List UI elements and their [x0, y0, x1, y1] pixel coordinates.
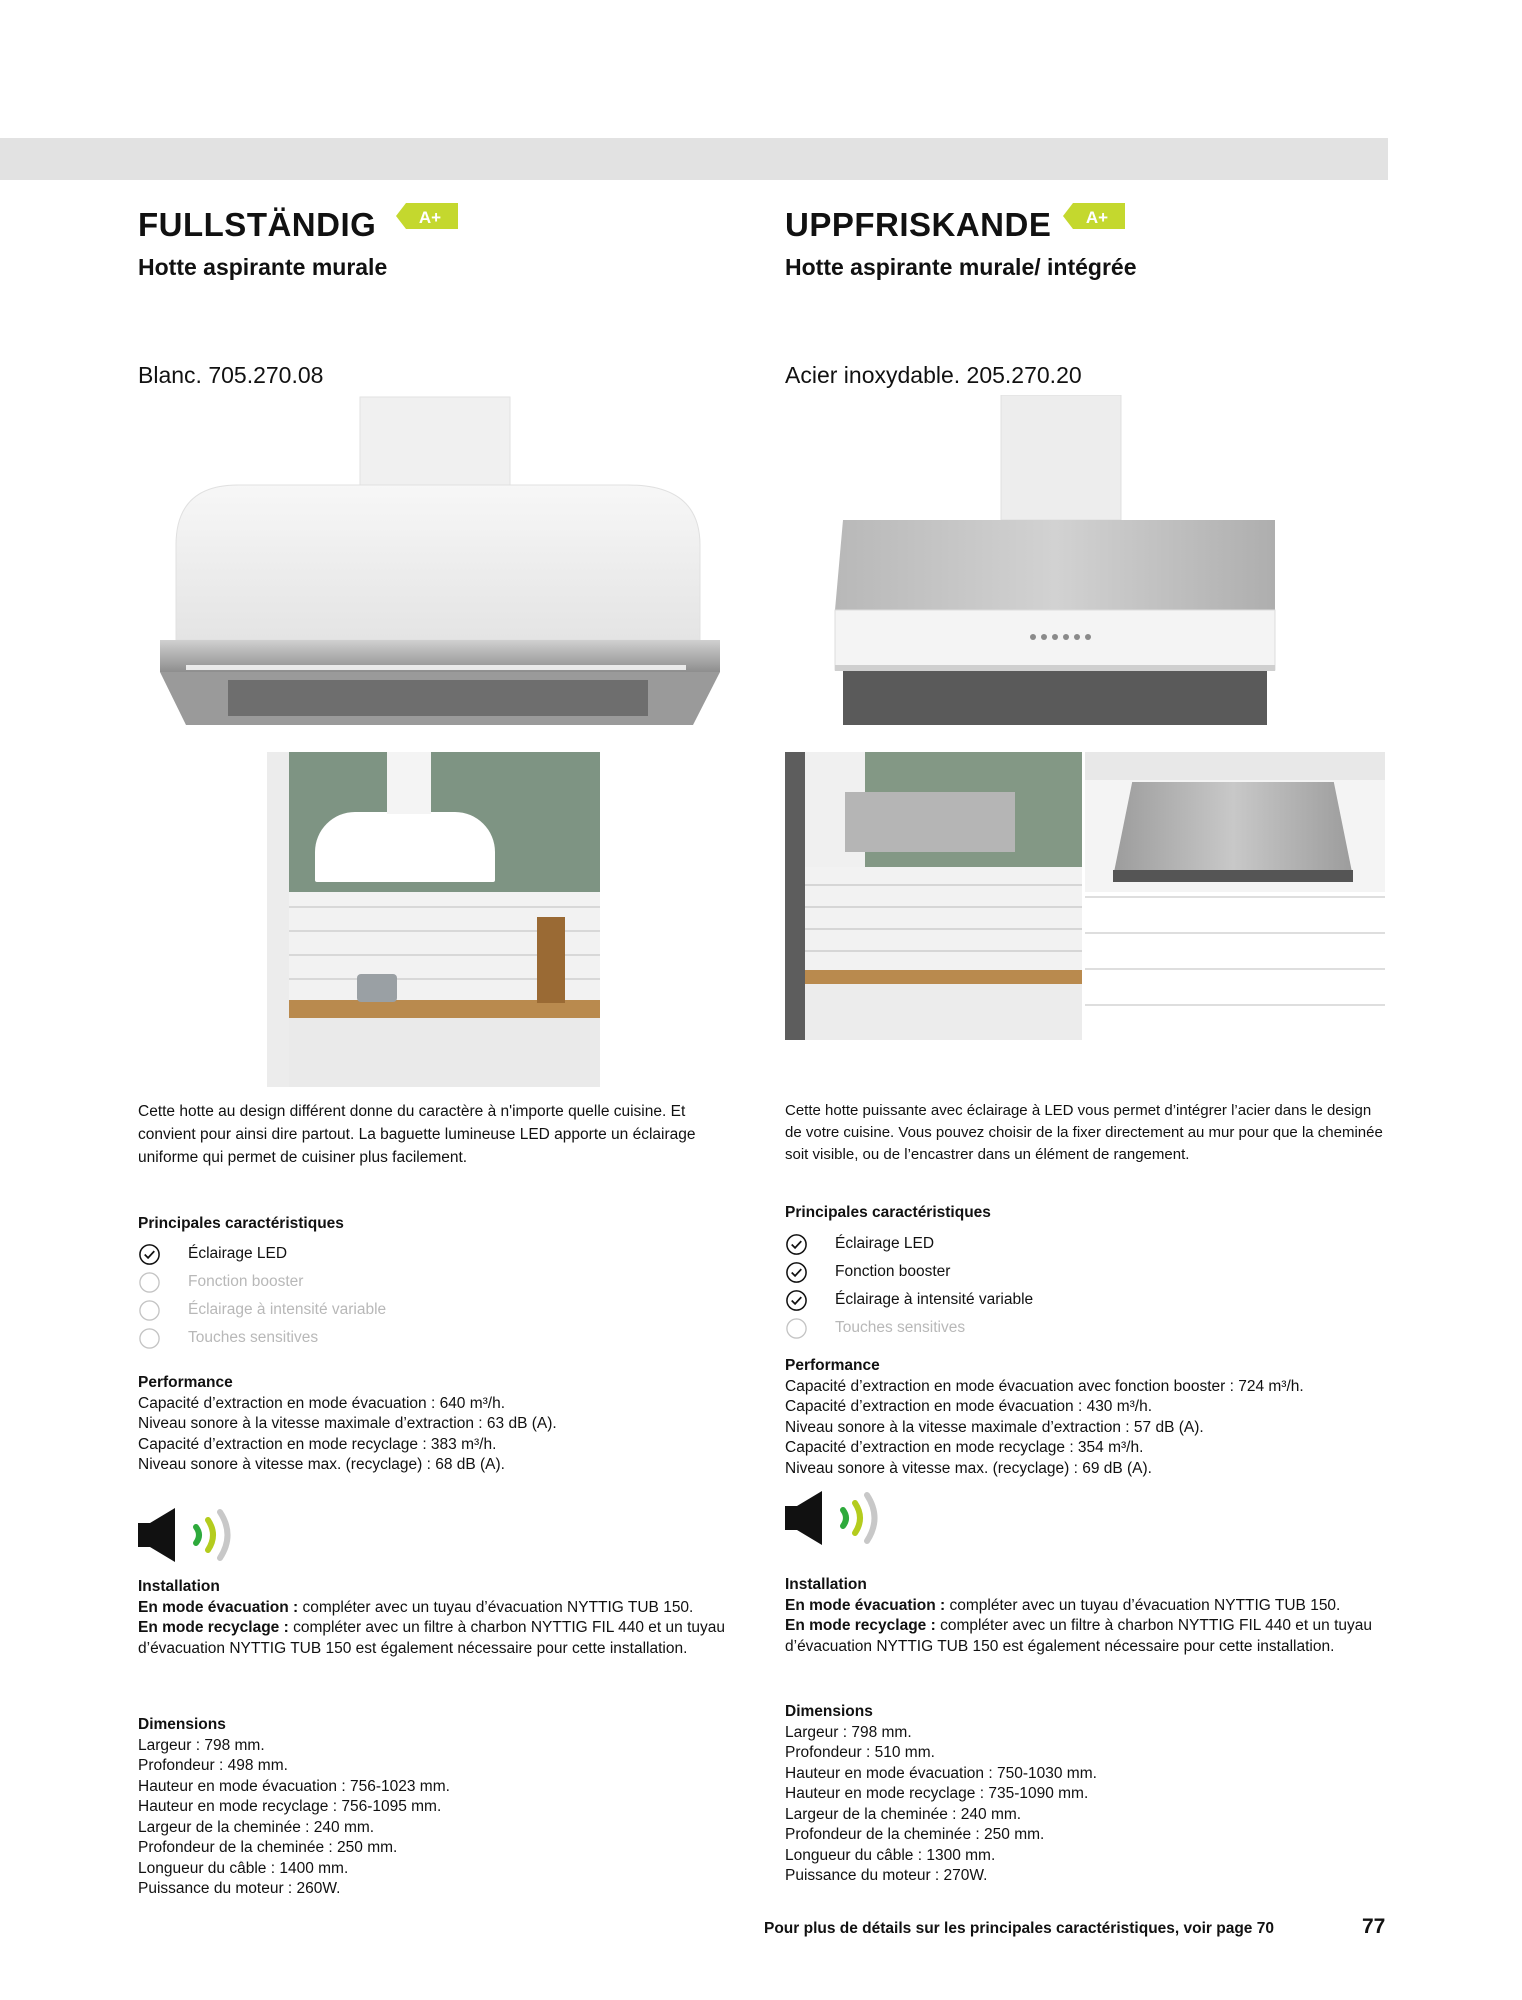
- installation-section: [785, 1575, 1425, 1657]
- performance-line: Niveau sonore à vitesse max. (recyclage) : 69 dB (A).: [785, 1459, 1152, 1477]
- performance-line: Capacité d’extraction en mode recyclage : 383 m³/h.: [138, 1435, 497, 1453]
- product-subtitle: Hotte aspirante murale/ intégrée: [785, 254, 1137, 280]
- empty-circle-icon: [785, 1317, 808, 1340]
- performance-line: Capacité d’extraction en mode recyclage : 354 m³/h.: [785, 1439, 1144, 1456]
- sound-wave-3: [867, 1495, 875, 1541]
- dimension-line: Hauteur en mode évacuation : 756-1023 mm.: [138, 1777, 450, 1795]
- installation-heading: Installation: [138, 1578, 220, 1595]
- installation-evac-label: En mode évacuation :: [785, 1596, 946, 1614]
- product-fullstandig: [138, 0, 758, 1960]
- energy-label-text: A+: [1085, 208, 1109, 227]
- speaker-icon: [785, 1488, 915, 1548]
- dimension-line: Longueur du câble : 1400 mm.: [138, 1859, 349, 1877]
- dimension-line: Profondeur de la cheminée : 250 mm.: [785, 1826, 1045, 1843]
- empty-circle-icon: [138, 1271, 161, 1294]
- product-name: UPPFRISKANDE: [785, 206, 1052, 243]
- product-subtitle: Hotte aspirante murale: [138, 254, 388, 280]
- dimension-line: Hauteur en mode recyclage : 735-1090 mm.: [785, 1785, 1089, 1802]
- performance-section: [138, 1373, 778, 1476]
- performance-line: Capacité d’extraction en mode évacuation : 430 m³/h.: [785, 1398, 1153, 1415]
- check-circle-icon: [785, 1261, 808, 1284]
- feature-item: [785, 1258, 1033, 1286]
- check-circle-icon: [138, 1243, 161, 1266]
- dimension-line: Hauteur en mode évacuation : 750-1030 mm.: [785, 1764, 1097, 1782]
- feature-label: Éclairage LED: [835, 1235, 935, 1252]
- dimension-line: Longueur du câble : 1300 mm.: [785, 1846, 996, 1864]
- sound-wave-2: [855, 1503, 860, 1533]
- feature-label: Éclairage à intensité variable: [835, 1291, 1034, 1308]
- performance-heading: Performance: [785, 1357, 880, 1374]
- empty-circle-icon: [138, 1327, 161, 1350]
- features-list: [138, 1240, 386, 1352]
- feature-item: [785, 1314, 1033, 1342]
- performance-line: Niveau sonore à la vitesse maximale d’extraction : 63 dB (A).: [138, 1415, 557, 1432]
- installation-recy-label: En mode recyclage :: [785, 1617, 936, 1634]
- energy-label-text: A+: [418, 208, 442, 227]
- features-heading: Principales caractéristiques: [138, 1215, 344, 1232]
- dimension-line: Largeur : 798 mm.: [785, 1723, 912, 1741]
- installation-evac-text: compléter avec un tuyau d’évacuation NYTTIG TUB 150.: [945, 1596, 1341, 1614]
- footer-note: Pour plus de détails sur les principales caractéristiques, voir page 70: [764, 1920, 1274, 1937]
- installation-recy-text: compléter avec un filtre à charbon NYTTIG FIL 440 et un tuyau: [935, 1617, 1372, 1634]
- feature-item: [138, 1296, 386, 1324]
- dimension-line: Puissance du moteur : 260W.: [138, 1880, 341, 1897]
- sound-wave-1: [196, 1527, 199, 1543]
- product-description: Cette hotte au design différent donne du caractère à n'importe quelle cuisine. Et convient pour ainsi dire partout. La baguette lumineuse LED apporte un éclairage uniforme qui permet de cuisiner plus facilement.: [138, 1103, 696, 1166]
- hood-product-image: [833, 395, 1283, 730]
- dimension-line: Profondeur : 510 mm.: [785, 1744, 935, 1761]
- feature-item: [785, 1286, 1033, 1314]
- kitchen-photo-1: [267, 752, 600, 1087]
- product-article-number: Blanc. 705.270.08: [138, 362, 324, 388]
- feature-label: Éclairage à intensité variable: [188, 1301, 387, 1318]
- empty-circle-icon: [138, 1299, 161, 1322]
- feature-label: Touches sensitives: [188, 1329, 319, 1346]
- dimensions-heading: Dimensions: [785, 1703, 873, 1720]
- feature-label: Éclairage LED: [188, 1245, 288, 1262]
- check-circle-icon: [785, 1289, 808, 1312]
- dimension-line: Largeur de la cheminée : 240 mm.: [138, 1818, 375, 1836]
- product-description: Cette hotte puissante avec éclairage à LED vous permet d’intégrer l’acier dans le design de votre cuisine. Vous pouvez choisir de la fixer directement au mur pour que la cheminée soit visible, ou de l’encastrer dans un élément de rangement.: [785, 1102, 1383, 1163]
- feature-label: Fonction booster: [188, 1273, 304, 1290]
- sound-wave-2: [208, 1520, 213, 1550]
- dimension-line: Profondeur de la cheminée : 250 mm.: [138, 1839, 398, 1856]
- installation-section: [138, 1577, 778, 1659]
- speaker-icon: [138, 1505, 268, 1565]
- features-list: [785, 1230, 1033, 1342]
- dimension-line: Largeur : 798 mm.: [138, 1736, 265, 1754]
- dimensions-section: [138, 1715, 778, 1900]
- page-number: 77: [1362, 1915, 1386, 1938]
- performance-line: Niveau sonore à vitesse max. (recyclage) : 68 dB (A).: [138, 1456, 505, 1473]
- feature-item: [785, 1230, 1033, 1258]
- installation-recy-text: compléter avec un filtre à charbon NYTTIG FIL 440 et un tuyau: [288, 1619, 725, 1636]
- performance-heading: Performance: [138, 1374, 233, 1391]
- installation-evac-label: En mode évacuation :: [138, 1598, 299, 1616]
- installation-recy-label: En mode recyclage :: [138, 1619, 289, 1636]
- product-article-number: Acier inoxydable. 205.270.20: [785, 362, 1082, 388]
- dimension-line: Profondeur : 498 mm.: [138, 1757, 288, 1774]
- kitchen-photo-2: [785, 752, 1082, 1040]
- performance-line: Niveau sonore à la vitesse maximale d’extraction : 57 dB (A).: [785, 1418, 1204, 1436]
- installation-heading: Installation: [785, 1576, 867, 1593]
- product-name: FULLSTÄNDIG: [138, 206, 377, 243]
- kitchen-photo-3: [1085, 752, 1385, 1040]
- installation-evac-text: compléter avec un tuyau d’évacuation NYTTIG TUB 150.: [298, 1598, 694, 1616]
- dimensions-heading: Dimensions: [138, 1716, 226, 1733]
- dimension-line: Hauteur en mode recyclage : 756-1095 mm.: [138, 1798, 442, 1815]
- feature-label: Touches sensitives: [835, 1319, 966, 1336]
- energy-label-badge: [1063, 203, 1125, 229]
- feature-label: Fonction booster: [835, 1263, 951, 1280]
- dimension-line: Largeur de la cheminée : 240 mm.: [785, 1805, 1022, 1823]
- performance-section: [785, 1356, 1425, 1479]
- dimensions-section: [785, 1702, 1425, 1887]
- sound-wave-3: [220, 1512, 228, 1558]
- performance-line: Capacité d’extraction en mode évacuation : 640 m³/h.: [138, 1394, 506, 1412]
- feature-item: [138, 1268, 386, 1296]
- installation-recy-text-cont: d’évacuation NYTTIG TUB 150 est également nécessaire pour cette installation.: [785, 1637, 1335, 1655]
- dimension-line: Puissance du moteur : 270W.: [785, 1867, 988, 1884]
- performance-line: Capacité d’extraction en mode évacuation avec fonction booster : 724 m³/h.: [785, 1377, 1304, 1395]
- energy-label-badge: [396, 203, 458, 229]
- sound-wave-1: [843, 1510, 846, 1526]
- installation-recy-text-cont: d’évacuation NYTTIG TUB 150 est également nécessaire pour cette installation.: [138, 1639, 688, 1657]
- hood-product-image: [148, 395, 728, 735]
- features-heading: Principales caractéristiques: [785, 1204, 991, 1221]
- product-uppfriskande: [785, 0, 1405, 1960]
- feature-item: [138, 1324, 386, 1352]
- feature-item: [138, 1240, 386, 1268]
- check-circle-icon: [785, 1233, 808, 1256]
